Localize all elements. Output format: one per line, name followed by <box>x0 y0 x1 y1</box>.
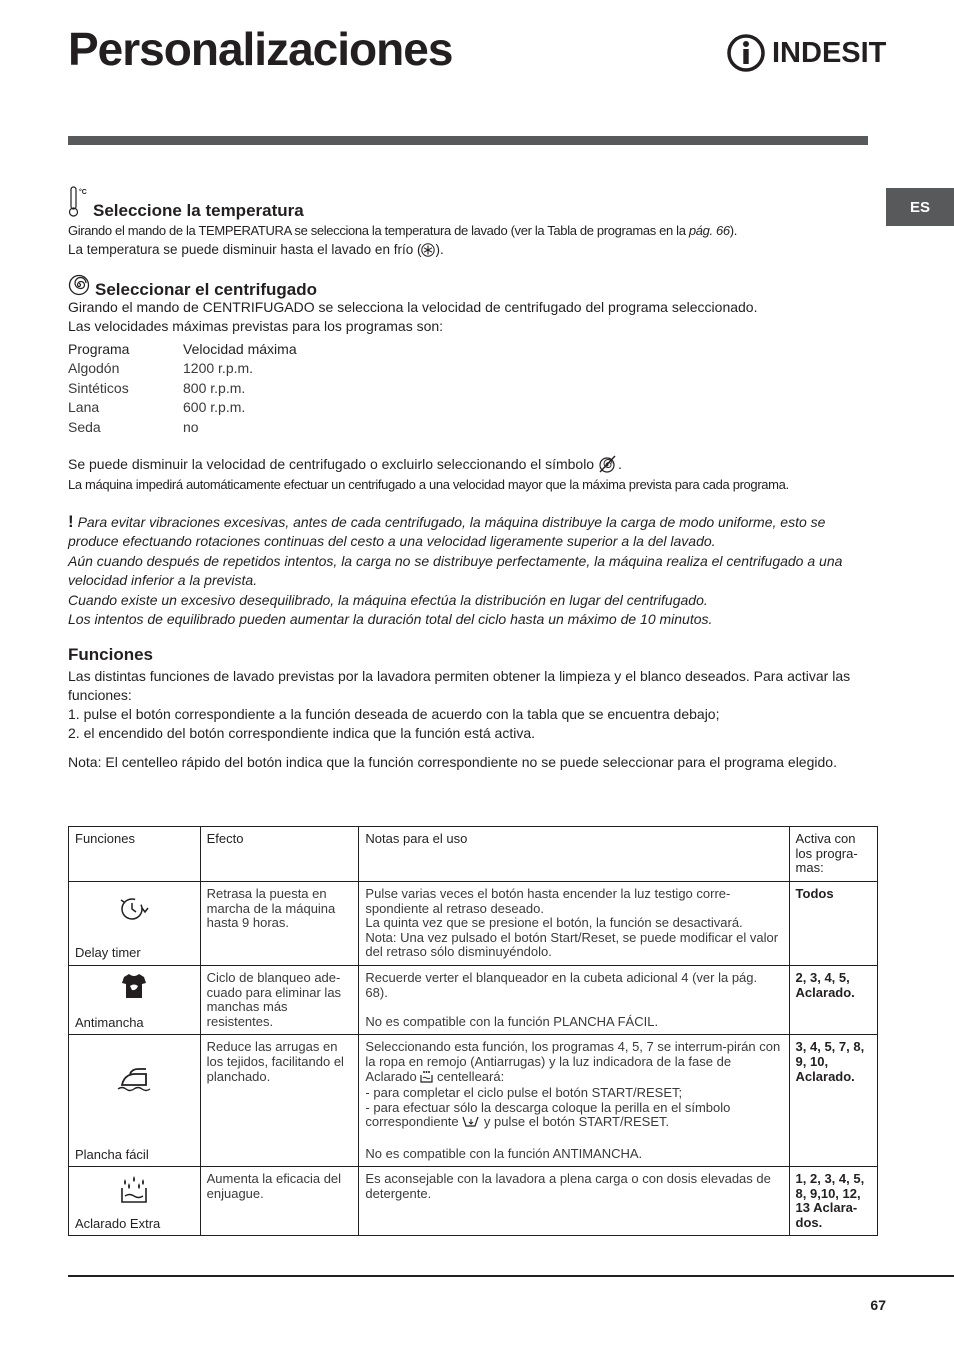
function-name: Plancha fácil <box>75 1146 149 1162</box>
function-name: Aclarado Extra <box>75 1215 161 1231</box>
spin-spiral-icon <box>68 274 90 301</box>
functions-heading: Funciones <box>68 645 154 664</box>
functions-table <box>68 826 878 1236</box>
effect-cell: Ciclo de blanqueo ade-cuado para eliminar las manchas más resistentes. <box>200 965 359 1034</box>
temperature-heading-text: Seleccione la temperatura <box>93 201 304 220</box>
spin-limit-text: La máquina impedirá automáticamente efectuar un centrifugado a una velocidad mayor que la máxima prevista para cada programa. <box>68 477 789 492</box>
spin-speed-table <box>68 340 297 437</box>
brand-name: INDESIT <box>772 36 887 69</box>
drain-symbol-icon <box>462 1116 480 1132</box>
warning-paragraph-2: Aún cuando después de repetidos intentos, la carga no se distribuye perfectamente, la máquina realiza el centrifugado a una velocidad inferior a la prevista. <box>68 552 843 589</box>
functions-step-1: 1. pulse el botón correspondiente a la función deseada de acuerdo con la tabla que se encuentra debajo; <box>68 706 720 722</box>
footer-rule <box>68 1275 954 1277</box>
header-cell: Notas para el uso <box>359 827 789 882</box>
functions-intro: Las distintas funciones de lavado previstas por la lavadora permiten obtener la limpieza y el blanco deseados. Para activar las funciones: <box>68 668 851 704</box>
header-cell: Funciones <box>69 827 201 882</box>
temperature-line-1: Girando el mando de la TEMPERATURA se selecciona la temperatura de lavado (ver la Tabla de programas en la pág. 66). <box>68 223 738 238</box>
header-cell: Efecto <box>200 827 359 882</box>
functions-table-header <box>69 827 878 882</box>
function-name: Antimancha <box>75 1014 144 1030</box>
warning-mark: ! <box>68 512 74 531</box>
page-title: Personalizaciones <box>68 23 453 75</box>
function-cell <box>69 1167 201 1236</box>
function-cell <box>69 965 201 1034</box>
page-number: 67 <box>870 1297 886 1313</box>
spin-heading <box>68 274 317 301</box>
brand-logo <box>726 30 886 76</box>
programs-cell: Todos <box>789 882 877 966</box>
snowflake-icon <box>421 243 435 262</box>
spin-table-row: Sintéticos 800 r.p.m. <box>68 379 246 396</box>
function-cell <box>69 882 201 966</box>
table-row <box>69 965 878 1034</box>
temperature-line-2: La temperatura se puede disminuir hasta el lavado en frío ( ). <box>68 240 444 262</box>
svg-text:°C: °C <box>79 189 87 196</box>
notes-cell: Seleccionando esta función, los programas 4, 5, 7 se interrum-pirán con la ropa en remojo (Antiarrugas) y la luz indicadora de la fase de Aclarado centelleará: - para completar el ciclo pulse el botón START/RESET; - para efectuar sólo la descarga coloque la perilla en el símbolo correspondiente y pulse el botón START/RESET. No es compatible con la función ANTIMANCHA. <box>359 1035 789 1167</box>
warning-paragraph-3: Cuando existe un excesivo desequilibrado, la máquina efectúa la distribución en lugar del centrifugado. <box>68 591 708 608</box>
header-cell: Activa con los progra-mas: <box>789 827 877 882</box>
spin-reduce-text: Se puede disminuir la velocidad de centrifugado o excluirlo seleccionando el símbolo . <box>68 455 622 478</box>
spin-warning <box>68 512 868 629</box>
programs-cell: 2, 3, 4, 5, Aclarado. <box>789 965 877 1034</box>
effect-cell: Aumenta la eficacia del enjuague. <box>200 1167 359 1236</box>
table-row <box>69 882 878 966</box>
temperature-heading <box>68 186 304 223</box>
thermometer-icon <box>68 186 88 223</box>
delay-timer-icon <box>69 894 200 924</box>
stain-shirt-icon <box>69 972 200 1000</box>
rinse-symbol-icon <box>420 1070 433 1087</box>
notes-cell: Recuerde verter el blanqueador en la cubeta adicional 4 (ver la pág. 68). No es compatible con la función PLANCHA FÁCIL. <box>359 965 789 1034</box>
spin-table-row: Seda no <box>68 418 199 435</box>
indesit-i-logo-icon <box>726 33 766 73</box>
warning-paragraph-1: ! Para evitar vibraciones excesivas, antes de cada centrifugado, la máquina distribuye la carga de modo uniforme, esto se produce efectuando rotaciones continuas del cesto a una velocidad ligeramente superior a la del lavado. <box>68 512 826 550</box>
spin-heading-text: Seleccionar el centrifugado <box>95 280 318 299</box>
language-tab: ES <box>886 188 954 226</box>
spin-line-2: Las velocidades máximas previstas para los programas son: <box>68 318 444 334</box>
header-rule <box>68 136 868 145</box>
functions-note: Nota: El centelleo rápido del botón indica que la función correspondiente no se puede seleccionar para el programa elegido. <box>68 754 837 770</box>
function-name: Delay timer <box>75 945 141 961</box>
warning-paragraph-4: Los intentos de equilibrado pueden aumentar la duración total del ciclo hasta un máximo de 10 minutos. <box>68 611 713 628</box>
spin-table-row: Algodón 1200 r.p.m. <box>68 360 254 377</box>
extra-rinse-icon <box>69 1175 200 1203</box>
spin-line-1: Girando el mando de CENTRIFUGADO se selecciona la velocidad de centrifugado del programa seleccionado. <box>68 299 758 315</box>
functions-step-2: 2. el encendido del botón correspondiente indica que la función está activa. <box>68 725 535 741</box>
table-row <box>69 1035 878 1167</box>
table-row <box>69 1167 878 1236</box>
spin-table-header: Programa Velocidad máxima <box>68 341 297 357</box>
programs-cell: 1, 2, 3, 4, 5, 8, 9,10, 12, 13 Aclara-dos. <box>789 1167 877 1236</box>
programs-cell: 3, 4, 5, 7, 8, 9, 10, Aclarado. <box>789 1035 877 1167</box>
spin-table-row: Lana 600 r.p.m. <box>68 399 246 416</box>
effect-cell: Reduce las arrugas en los tejidos, facilitando el planchado. <box>200 1035 359 1167</box>
function-cell <box>69 1035 201 1167</box>
notes-cell: Es aconsejable con la lavadora a plena carga o con dosis elevadas de detergente. <box>359 1167 789 1236</box>
notes-cell: Pulse varias veces el botón hasta encender la luz testigo corre-spondiente al retraso deseado. La quinta vez que se presione el botón, la función se desactivará. Nota: Una vez pulsado el botón Start/Reset, se puede modificar el valor del retraso sólo disminuyéndolo. <box>359 882 789 966</box>
iron-icon <box>69 1065 200 1095</box>
effect-cell: Retrasa la puesta en marcha de la máquina hasta 9 horas. <box>200 882 359 966</box>
